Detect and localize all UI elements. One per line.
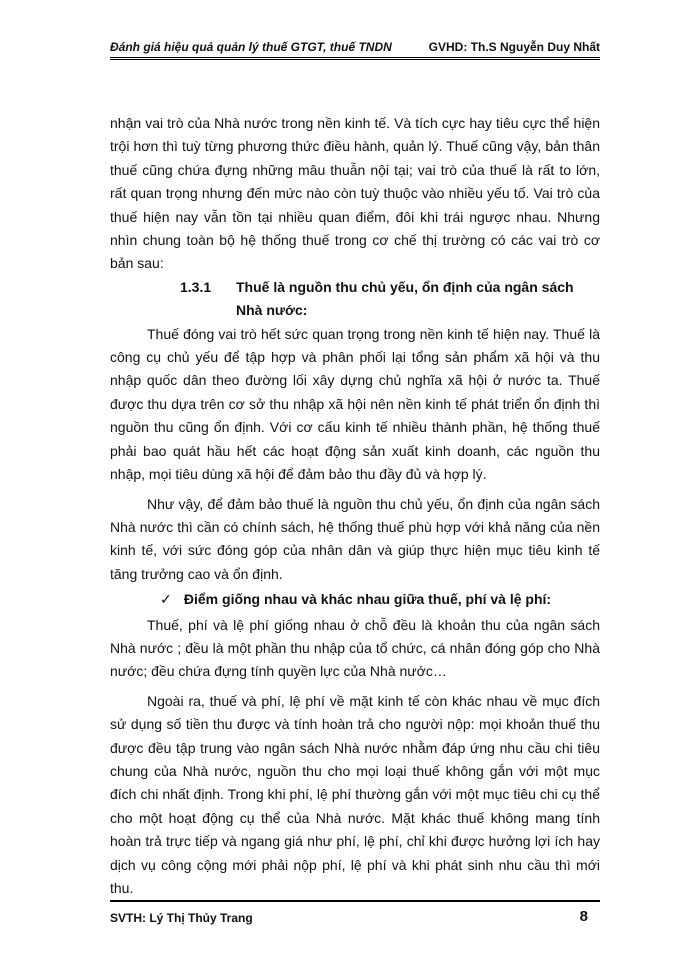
page-footer <box>110 900 600 925</box>
checklist-heading <box>110 588 600 611</box>
section-number: 1.3.1 <box>180 278 212 295</box>
paragraph-tax-role: Thuế đóng vai trò hết sức quan trọng trong nền kinh tế hiện nay. Thuế là công cụ chủ yếu để tập hợp và phân phối lại tổng sản phẩm xã hội và thu nhập quốc dân theo đường lối xây dựng chủ nghĩa xã hội ở nước ta. Thuế được thu dựa trên cơ sở thu nhập xã hội nên nền kinh tế phát triển ổn định thì nguồn thu cũng ổn định. Với cơ cấu kinh tế nhiều thành phần, hệ thống thuế phải bao quát hầu hết các hoạt động sản xuất kinh doanh, các nguồn thu nhập, mọi tiêu dùng xã hội để đảm bảo thu đầy đủ và hợp lý. <box>110 325 600 483</box>
section-heading <box>110 276 600 323</box>
footer-student-name: SVTH: Lý Thị Thủy Trang <box>110 911 253 925</box>
paragraph-intro-continued: nhận vai trò của Nhà nước trong nền kinh tế. Và tích cực hay tiêu cực thể hiện trội hơn thì tuỳ từng phương thức điều hành, quản lý. Thuế cũng vậy, bản thân thuế cũng chứa đựng những mâu thuẫn nội tại; vai trò của thuế là rất to lớn, rất quan trọng nhưng đến mức nào còn tuỳ thuộc vào nhiều yếu tố. Vai trò của thuế hiện nay vẫn tồn tại nhiều quan điểm, đôi khi trái ngược nhau. Nhưng nhìn chung toàn bộ hệ thống thuế trong cơ chế thị trường có các vai trò cơ bản sau: <box>110 115 600 272</box>
paragraph-differences: Ngoài ra, thuế và phí, lệ phí về mặt kinh tế còn khác nhau về mục đích sử dụng số tiền thu được và tính hoàn trả cho người nộp: mọi khoản thuế thu được đều tập trung vào ngân sách Nhà nước nhằm đáp ứng nhu cầu chi tiêu chung của Nhà nước, nguồn thu cho mọi loại thuế không gắn với một mục đích chi nhất định. Trong khi phí, lệ phí thường gắn với một mục tiêu chi cụ thể cho một hoạt động cụ thể của Nhà nước. Mặt khác thuế không mang tính hoàn trả trực tiếp và ngang giá như phí, lệ phí, chỉ khi được hưởng lợi ích hay dịch vụ công cộng mới phải nộp phí, lệ phí và khi phát sinh nhu cầu thì mới thu. <box>110 692 600 896</box>
check-mark-icon: ✓ <box>160 591 172 608</box>
checklist-heading-text: Điểm giống nhau và khác nhau giữa thuế, phí và lệ phí: <box>183 591 552 608</box>
page-header <box>110 40 600 60</box>
page-content <box>110 112 600 900</box>
paragraph-tax-stable-revenue: Như vậy, để đảm bảo thuế là nguồn thu chủ yếu, ổn định của ngân sách Nhà nước thì cần có chính sách, hệ thống thuế phù hợp với khả năng của nền kinh tế, với sức đóng góp của nhân dân và giúp thực hiện mục tiêu kinh tế tăng trưởng cao và ổn định. <box>110 495 600 582</box>
header-document-title: Đánh giá hiệu quả quản lý thuế GTGT, thuế TNDN <box>110 40 392 54</box>
paragraph-similarities: Thuế, phí và lệ phí giống nhau ở chỗ đều là khoản thu của ngân sách Nhà nước ; đều là một phần thu nhập của tổ chức, cá nhân đóng góp cho Nhà nước; đều chứa đựng tính quyền lực của Nhà nước… <box>110 616 600 680</box>
page-number: 8 <box>579 908 588 925</box>
header-supervisor: GVHD: Th.S Nguyễn Duy Nhất <box>428 40 600 54</box>
section-title: Thuế là nguồn thu chủ yếu, ổn định của ngân sách Nhà nước: <box>236 278 574 319</box>
